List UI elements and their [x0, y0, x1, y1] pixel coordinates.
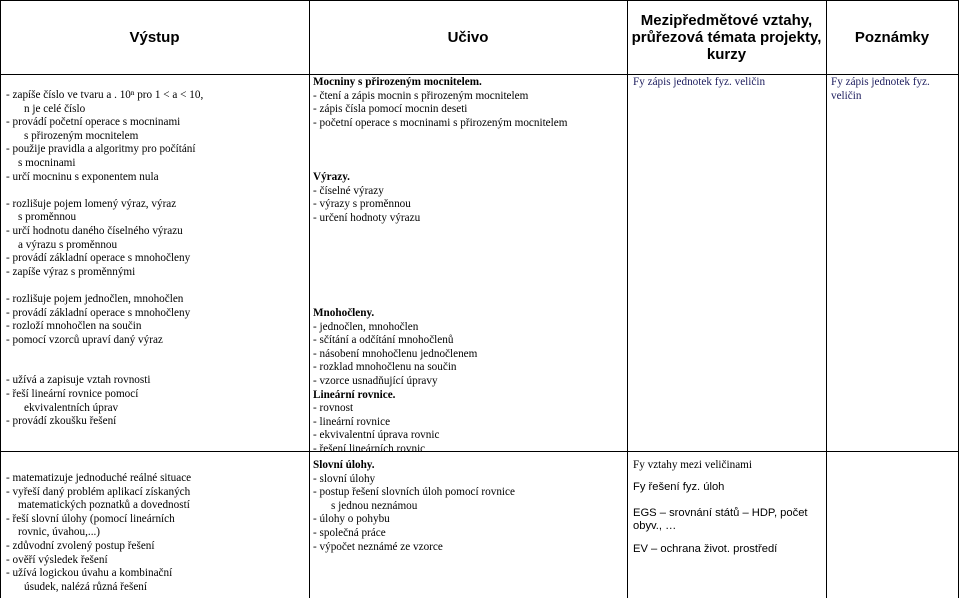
vystup1-line: [6, 279, 203, 293]
vystup2-line: - užívá logickou úvahu a kombinační: [6, 567, 173, 580]
ucivo1-line: [313, 294, 567, 308]
column-divider-1: [309, 0, 310, 598]
header-ucivo: [309, 0, 627, 74]
mezi-row-1-text: Fy zápis jednotek fyz. veličin: [633, 76, 766, 88]
ucivo1-line: [313, 144, 567, 158]
ucivo1-line: - násobení mnohočlenu jednočlenem: [313, 347, 478, 360]
mezi-row-2-line-1: Fy vztahy mezi veličinami: [633, 459, 752, 471]
ucivo1-line: - čtení a zápis mocnin s přirozeným mocnitelem: [313, 89, 529, 102]
ucivo2-line: - úlohy o pohybu: [313, 513, 390, 526]
ucivo-row-2: [313, 459, 515, 554]
ucivo1-line: - výrazy s proměnnou: [313, 198, 411, 211]
vystup1-line: - zapíše číslo ve tvaru a . 10ⁿ pro 1 < a < 10,: [6, 89, 204, 101]
header-poznamky-label: Poznámky: [854, 28, 930, 46]
vystup1-line: ekvivalentních úprav: [24, 401, 119, 414]
mezipredmetove-row-1: [633, 76, 765, 90]
vystup2-line: - vyřeší daný problém aplikací získaných: [6, 485, 191, 498]
vystup1-line: s mocninami: [18, 156, 76, 169]
vystup2-line: - zdůvodní zvolený postup řešení: [6, 539, 155, 552]
ucivo1-line: Výrazy.: [313, 171, 350, 184]
ucivo1-line: - jednočlen, mnohočlen: [313, 320, 419, 333]
ucivo1-line: - ekvivalentní úprava rovnic: [313, 429, 440, 442]
ucivo1-line: - určení hodnoty výrazu: [313, 211, 421, 224]
ucivo1-line: [313, 266, 567, 280]
ucivo1-line: [313, 253, 567, 267]
vystup1-line: - provádí základní operace s mnohočleny: [6, 252, 191, 265]
pozn-line-1: Fy zápis jednotek fyz.: [831, 76, 930, 88]
mezi-row-2-line-3a: EGS – srovnání států – HDP, počet: [633, 506, 808, 519]
vystup2-line: - řeší slovní úlohy (pomocí lineárních: [6, 512, 175, 525]
vystup1-line: [6, 184, 203, 198]
ucivo2-line: Slovní úlohy.: [313, 459, 375, 471]
ucivo1-line: - vzorce usnadňující úpravy: [313, 375, 438, 388]
ucivo1-line: [313, 226, 567, 240]
vystup1-line: - použije pravidla a algoritmy pro počítání: [6, 143, 196, 156]
vystup1-line: - pomocí vzorců upraví daný výraz: [6, 333, 163, 346]
vystup-row-2: [6, 472, 191, 594]
vystup2-line: matematických poznatků a dovedností: [18, 499, 190, 512]
vystup1-line: - rozlišuje pojem jednočlen, mnohočlen: [6, 292, 184, 305]
vystup2-line: - ověří výsledek řešení: [6, 553, 108, 566]
vystup1-line: s proměnnou: [18, 211, 77, 224]
header-vystup: [0, 0, 309, 74]
vystup1-line: - rozlišuje pojem lomený výraz, výraz: [6, 197, 177, 210]
ucivo-row-1: [313, 76, 567, 457]
ucivo2-line: - společná práce: [313, 526, 386, 539]
ucivo2-line: s jednou neznámou: [331, 499, 418, 512]
mezi-row-2-line-3b: obyv., …: [633, 520, 677, 533]
ucivo1-line: Mocniny s přirozeným mocnitelem.: [313, 76, 482, 88]
vystup1-line: [6, 361, 203, 375]
vystup1-line: - určí hodnotu daného číselného výrazu: [6, 224, 183, 237]
header-mezi-line-1: Mezipředmětové vztahy,: [640, 11, 813, 29]
vystup1-line: - určí mocninu s exponentem nula: [6, 170, 159, 183]
vystup1-line: - užívá a zapisuje vztah rovnosti: [6, 374, 151, 387]
vystup-row-1: [6, 89, 203, 429]
vystup1-line: n je celé číslo: [24, 102, 86, 115]
vystup2-line: - matematizuje jednoduché reálné situace: [6, 472, 192, 484]
header-vystup-label: Výstup: [129, 28, 180, 46]
vystup1-line: - provádí základní operace s mnohočleny: [6, 306, 191, 319]
table-border-left: [0, 0, 1, 598]
ucivo2-line: - postup řešení slovních úloh pomocí rovnice: [313, 486, 515, 499]
ucivo1-line: - rozklad mnohočlenu na součin: [313, 361, 457, 374]
ucivo1-line: Mnohočleny.: [313, 307, 375, 320]
header-poznamky: [826, 0, 958, 74]
vystup1-line: - řeší lineární rovnice pomocí: [6, 388, 139, 401]
mezipredmetove-row-2: [633, 459, 808, 556]
mezi-row-2-line-2: Fy řešení fyz. úloh: [633, 480, 725, 493]
ucivo1-line: - číselné výrazy: [313, 184, 384, 197]
ucivo1-line: - sčítání a odčítání mnohočlenů: [313, 334, 454, 347]
vystup1-line: [6, 347, 203, 361]
ucivo1-line: Lineární rovnice.: [313, 388, 396, 401]
header-mezi-line-3: kurzy: [706, 45, 747, 63]
ucivo1-line: [313, 239, 567, 253]
vystup1-line: a výrazu s proměnnou: [18, 238, 118, 251]
vystup1-line: - provádí zkoušku řešení: [6, 415, 117, 428]
ucivo2-line: - výpočet neznámé ze vzorce: [313, 540, 443, 553]
ucivo1-line: [313, 158, 567, 172]
header-mezipredmetove: [627, 0, 826, 74]
vystup1-line: s přirozeným mocnitelem: [24, 129, 139, 142]
vystup1-line: - zapíše výraz s proměnnými: [6, 265, 136, 278]
poznamky-row-1: [831, 76, 930, 103]
vystup1-line: - rozloží mnohočlen na součin: [6, 320, 142, 333]
column-divider-3: [826, 0, 827, 598]
ucivo1-line: - lineární rovnice: [313, 415, 391, 428]
mezi-row-2-line-4: EV – ochrana život. prostředí: [633, 542, 778, 555]
pozn-line-2: veličin: [831, 89, 862, 102]
ucivo1-line: [313, 280, 567, 294]
ucivo1-line: - řešení lineárních rovnic: [313, 443, 426, 456]
header-divider: [0, 74, 959, 75]
vystup2-line: úsudek, nalézá různá řešení: [24, 580, 148, 593]
ucivo1-line: [313, 130, 567, 144]
ucivo1-line: - zápis čísla pomocí mocnin deseti: [313, 103, 468, 116]
ucivo1-line: - početní operace s mocninami s přirozeným mocnitelem: [313, 116, 568, 129]
vystup1-line: - provádí početní operace s mocninami: [6, 116, 181, 129]
ucivo2-line: - slovní úlohy: [313, 472, 376, 485]
header-mezi-line-2: průřezová témata projekty,: [631, 28, 822, 46]
ucivo1-line: - rovnost: [313, 402, 354, 415]
vystup2-line: rovnic, úvahou,...): [18, 526, 101, 539]
header-ucivo-label: Učivo: [447, 28, 489, 46]
column-divider-2: [627, 0, 628, 598]
